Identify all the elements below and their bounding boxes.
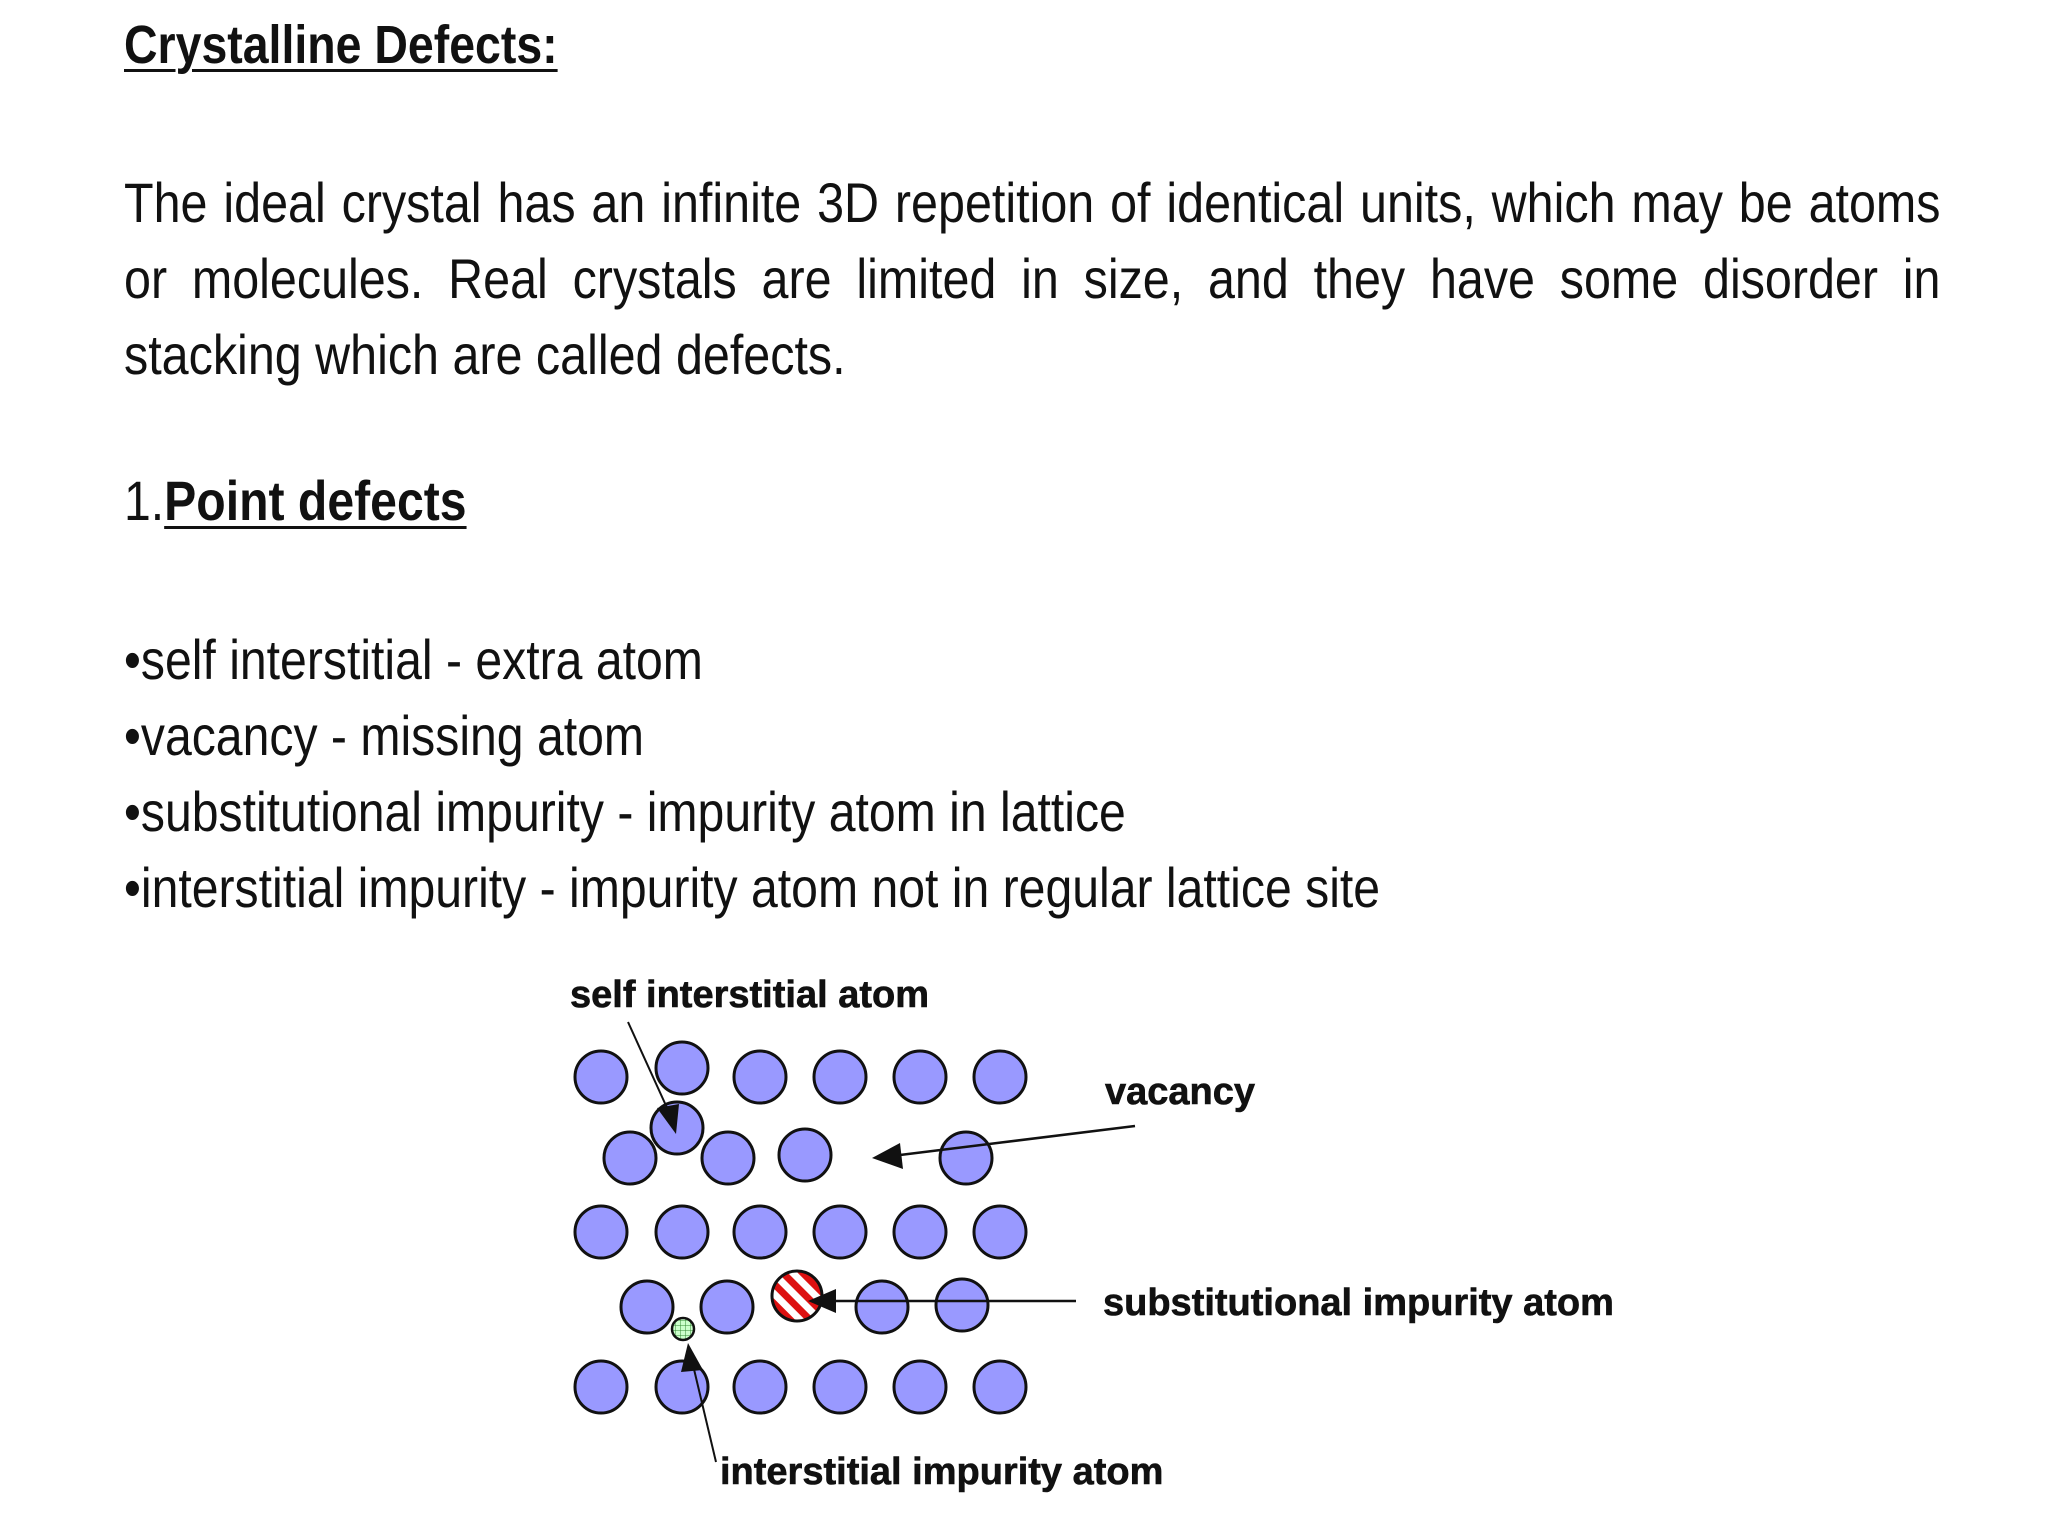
lattice-atom <box>894 1051 946 1103</box>
label-substitutional: substitutional impurity atom <box>1103 1282 1614 1324</box>
section-number: 1. <box>124 469 165 532</box>
interstitial-impurity-atom <box>672 1318 694 1340</box>
lattice-atom <box>814 1206 866 1258</box>
lattice-atom <box>894 1206 946 1258</box>
lattice-atom <box>974 1361 1026 1413</box>
lattice-atom <box>575 1361 627 1413</box>
lattice-atom <box>779 1129 831 1181</box>
substitutional-impurity-atom <box>772 1271 822 1321</box>
lattice-atom <box>856 1281 908 1333</box>
section-title: Point defects <box>164 469 467 532</box>
lattice-atom <box>656 1206 708 1258</box>
lattice-atom <box>814 1361 866 1413</box>
defect-item-substitutional: • substitutional impurity - impurity atom in lattice <box>124 774 1380 850</box>
lattice-atom <box>940 1132 992 1184</box>
lattice-atom <box>936 1279 988 1331</box>
lattice-atom <box>575 1051 627 1103</box>
lattice-atom <box>656 1042 708 1094</box>
lattice-atom <box>734 1361 786 1413</box>
document-title: Crystalline Defects: <box>124 15 558 75</box>
label-self-interstitial: self interstitial atom <box>570 974 929 1016</box>
defect-item-interstitial-impurity: • interstitial impurity - impurity atom not in regular lattice site <box>124 850 1380 926</box>
label-vacancy: vacancy <box>1105 1071 1256 1113</box>
lattice-atom <box>974 1051 1026 1103</box>
lattice-atom <box>701 1281 753 1333</box>
defect-item-vacancy: • vacancy - missing atom <box>124 698 1380 774</box>
lattice-atom <box>734 1051 786 1103</box>
lattice-atom <box>814 1051 866 1103</box>
vacancy-arrow <box>872 1126 1135 1169</box>
defect-item-self-interstitial: • self interstitial - extra atom <box>124 622 1380 698</box>
lattice-atoms <box>575 1042 1026 1413</box>
lattice-atom <box>974 1206 1026 1258</box>
lattice-atom <box>621 1281 673 1333</box>
lattice-atom <box>604 1132 656 1184</box>
label-interstitial-impurity: interstitial impurity atom <box>720 1451 1164 1493</box>
lattice-atom <box>894 1361 946 1413</box>
lattice-atom <box>734 1206 786 1258</box>
lattice-atom <box>702 1132 754 1184</box>
lattice-atom <box>575 1206 627 1258</box>
intro-paragraph: The ideal crystal has an infinite 3D repetition of identical units, which may be atoms or molecules. Real crystals are limited in size, and they have some disorder in stacking which are called defects. <box>124 171 1941 386</box>
